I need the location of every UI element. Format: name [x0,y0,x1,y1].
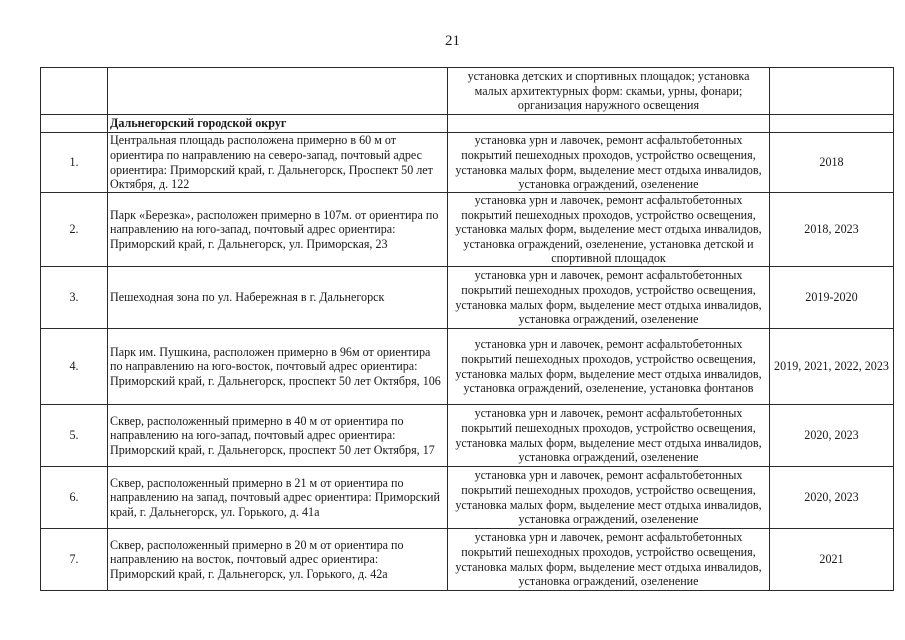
row-number: 5. [41,405,108,467]
year-cell [770,68,894,115]
row-number: 1. [41,133,108,193]
works-cell: установка детских и спортивных площадок; установка малых архитектурных форм: скамьи, урны, фонари; организация наружного освещения [448,68,770,115]
section-title: Дальнегорский городской округ [108,115,448,133]
improvement-table [40,67,894,591]
works-cell: установка урн и лавочек, ремонт асфальтобетонных покрытий пешеходных проходов, устройство освещения, установка малых форм, выделение мест отдыха инвалидов, установка ограждений, озеленение [448,405,770,467]
row-number: 6. [41,467,108,529]
number-cell [41,68,108,115]
row-number: 7. [41,529,108,591]
address-cell: Парк им. Пушкина, расположен примерно в 96м от ориентира по направлению на юго-восток, почтовый адрес ориентира: Приморский край, г. Дальнегорск, проспект 50 лет Октября, 106 [108,329,448,405]
table-row [41,467,894,529]
row-number: 4. [41,329,108,405]
year-cell: 2020, 2023 [770,467,894,529]
address-cell: Сквер, расположенный примерно в 40 м от ориентира по направлению на юго-запад, почтовый адрес ориентира: Приморский край, г. Дальнегорск, проспект 50 лет Октября, 17 [108,405,448,467]
address-cell [108,68,448,115]
address-cell: Сквер, расположенный примерно в 21 м от ориентира по направлению на запад, почтовый адрес ориентира: Приморский край, г. Дальнегорск, ул. Горького, д. 41а [108,467,448,529]
year-cell: 2019-2020 [770,267,894,329]
row-number: 3. [41,267,108,329]
year-cell: 2019, 2021, 2022, 2023 [770,329,894,405]
year-cell: 2020, 2023 [770,405,894,467]
works-cell: установка урн и лавочек, ремонт асфальтобетонных покрытий пешеходных проходов, устройство освещения, установка малых форм, выделение мест отдыха инвалидов, установка ограждений, озеленение [448,267,770,329]
works-cell: установка урн и лавочек, ремонт асфальтобетонных покрытий пешеходных проходов, устройство освещения, установка малых форм, выделение мест отдыха инвалидов, установка ограждений, озеленение, установка детской и спортивной площадок [448,193,770,267]
works-cell: установка урн и лавочек, ремонт асфальтобетонных покрытий пешеходных проходов, устройство освещения, установка малых форм, выделение мест отдыха инвалидов, установка ограждений, озеленение [448,133,770,193]
year-cell: 2021 [770,529,894,591]
table-row [41,267,894,329]
address-cell: Сквер, расположенный примерно в 20 м от ориентира по направлению на восток, почтовый адрес ориентира: Приморский край, г. Дальнегорск, ул. Горького, д. 42а [108,529,448,591]
page-number: 21 [445,33,460,49]
number-cell [41,115,108,133]
table-row [41,329,894,405]
section-row [41,115,894,133]
row-number: 2. [41,193,108,267]
table-row-continued [41,68,894,115]
year-cell [770,115,894,133]
table-row [41,405,894,467]
year-cell: 2018, 2023 [770,193,894,267]
works-cell: установка урн и лавочек, ремонт асфальтобетонных покрытий пешеходных проходов, устройство освещения, установка малых форм, выделение мест отдыха инвалидов, установка ограждений, озеленение, установка фонтанов [448,329,770,405]
address-cell: Центральная площадь расположена примерно в 60 м от ориентира по направлению на северо-запад, почтовый адрес ориентира: Приморский край, г. Дальнегорск, Проспект 50 лет Октября, д. 122 [108,133,448,193]
table-row [41,193,894,267]
table-row [41,529,894,591]
address-cell: Парк «Березка», расположен примерно в 107м. от ориентира по направлению на юго-запад, почтовый адрес ориентира: Приморский край, г. Дальнегорск, ул. Приморская, 23 [108,193,448,267]
address-cell: Пешеходная зона по ул. Набережная в г. Дальнегорск [108,267,448,329]
works-cell: установка урн и лавочек, ремонт асфальтобетонных покрытий пешеходных проходов, устройство освещения, установка малых форм, выделение мест отдыха инвалидов, установка ограждений, озеленение [448,467,770,529]
year-cell: 2018 [770,133,894,193]
works-cell: установка урн и лавочек, ремонт асфальтобетонных покрытий пешеходных проходов, устройство освещения, установка малых форм, выделение мест отдыха инвалидов, установка ограждений, озеленение [448,529,770,591]
table-row [41,133,894,193]
works-cell [448,115,770,133]
